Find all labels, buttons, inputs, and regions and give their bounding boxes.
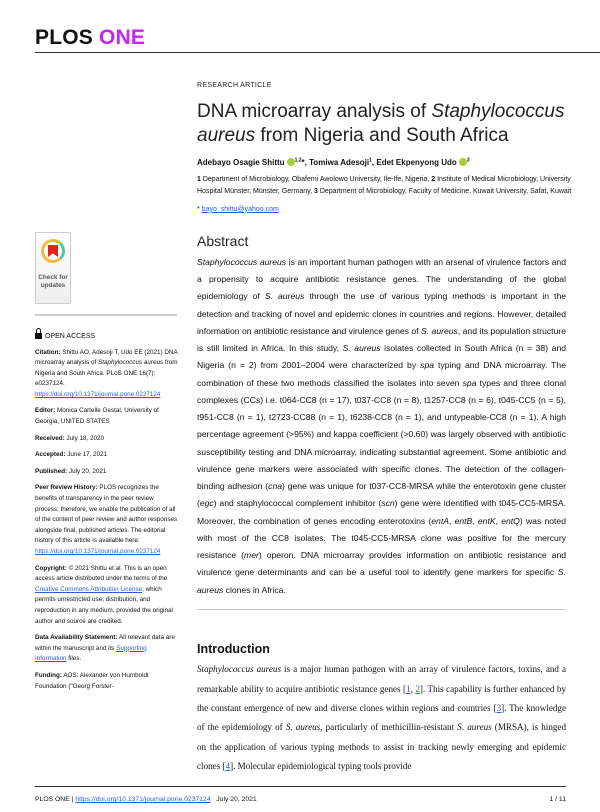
inline-link[interactable]: 3 xyxy=(496,702,502,713)
inline-link[interactable]: 1 xyxy=(406,683,411,694)
text-segment: Funding: xyxy=(35,671,62,679)
text-segment: isolates collected in South Africa (n = 38) and Nigeria (n = 2) from 2001–2004 were characterized by xyxy=(197,343,567,371)
citation xyxy=(35,348,178,401)
text-segment: Received: xyxy=(35,434,65,442)
text-segment: Published: xyxy=(35,467,68,475)
text-segment: Department of Microbiology, Faculty of Medicine, Kuwait University, Safat, Kuwait xyxy=(317,188,572,196)
text-segment: spa xyxy=(462,377,477,388)
text-segment: Citation: xyxy=(35,348,61,356)
text-segment: egc xyxy=(199,498,214,509)
text-segment: 1 xyxy=(197,176,201,183)
page-number: 1 / 11 xyxy=(549,796,566,804)
text-segment: July 20, 2021 xyxy=(67,467,107,475)
author-affiliation-marker: 1 xyxy=(369,157,372,164)
text-segment: © 2021 Shittu et al. This is an open access article distributed under the terms of the xyxy=(35,564,168,583)
text-segment: types and three clonal complexes (CCs) i.e. t064-CC8 (n = 17), t037-CC8 (n = 8), t1257-CC8 (n = 6), t045-CC5 (n = 5), t951-CC8 (n = 1), t2723-CC88 (n = 1), t6238-CC8 (n = 1), and untypeable-CC8 (n = 1). A high percentage agreement (>95%) and kappa coefficient (>0.60) was largely observed with antibiotic susceptibility testing and DNA microarray, indicating substantial agreement. Some antibiotic and virulence gene markers were associated with specific clones. The detection of the collagen-binding adhesion ( xyxy=(197,377,566,492)
text-segment: , xyxy=(472,515,478,526)
text-segment: clones in Africa. xyxy=(223,584,286,595)
email-link[interactable]: bayo_shittu@yahoo.com xyxy=(201,205,279,213)
editor xyxy=(35,406,178,427)
sidebar-divider xyxy=(35,314,177,316)
article-main xyxy=(197,53,572,776)
text-segment: ) and staphylococcal complement inhibitor ( xyxy=(213,498,382,509)
logo-plos: PLOS xyxy=(35,26,93,49)
introduction-heading: Introduction xyxy=(197,642,270,657)
text-segment: 3 xyxy=(313,188,318,196)
text-segment: cna xyxy=(268,481,283,492)
text-segment: DNA microarray analysis of xyxy=(197,101,432,122)
peer-review-history xyxy=(35,483,178,557)
text-segment: (MRSA), is hinged on the application of various typing methods to assist in tracking newly emerging and epidemic clones [ xyxy=(197,722,567,771)
text-segment: ]. This capability is further enhanced by the constant emergence of new and diverse clones within regions and countries [ xyxy=(197,683,566,713)
text-segment: , particularly of methicillin-resistant xyxy=(320,722,458,733)
text-segment: AOS: Alexander von Humboldt Foundation ("Georg Forster- xyxy=(35,671,149,690)
footer-doi-link[interactable]: https://doi.org/10.1371/journal.pone.0237124 xyxy=(75,796,211,804)
open-access-label: OPEN ACCESS xyxy=(45,332,96,340)
inline-link[interactable]: Creative Commons Attribution License xyxy=(35,585,143,593)
text-segment: , xyxy=(410,683,416,694)
text-segment: entB xyxy=(454,515,473,526)
abstract-body xyxy=(197,254,566,599)
author-affiliation-marker: 1,2 xyxy=(294,157,302,164)
introduction-body xyxy=(197,660,566,776)
text-segment: July 18, 2020 xyxy=(64,434,104,442)
text-segment: , which permits unrestricted use, distribution, and reproduction in any medium, provided the original author and source are credited. xyxy=(35,585,173,625)
text-segment: Editor: xyxy=(35,407,56,415)
text-segment: entK xyxy=(477,515,496,526)
text-segment: scn xyxy=(381,498,395,509)
text-segment: Staphylococcus aureus xyxy=(197,101,565,146)
text-segment: is a major human pathogen with an array of virulence factors, toxins, and a remarkable ability to acquire antibiotic resistance genes [ xyxy=(197,664,566,694)
author-affiliation-marker: 3 xyxy=(466,157,470,164)
text-segment: All relevant data are within the manuscript and its xyxy=(35,634,175,652)
corresponding-email xyxy=(197,205,566,215)
text-segment: S. aureus xyxy=(285,722,321,733)
email-marker: * xyxy=(197,205,202,213)
open-lock-icon xyxy=(35,333,42,339)
text-segment: , xyxy=(448,515,455,526)
text-segment: Staphylococcus aureus xyxy=(98,359,164,367)
text-segment: , and its population structure is still limited in Africa. In this study, xyxy=(197,325,566,354)
text-segment: Data Availability Statement: xyxy=(35,634,118,642)
author-name[interactable]: Adebayo Osagie Shittu xyxy=(197,158,285,167)
author-list xyxy=(197,157,566,168)
logo-one: ONE xyxy=(99,26,146,49)
text-segment: from Nigeria and South Africa xyxy=(255,125,509,146)
open-access xyxy=(35,332,178,342)
text-segment: S. aureus xyxy=(264,291,305,302)
text-segment: Accepted: xyxy=(35,451,66,459)
text-segment: Shittu AO, Adesoji T, Udo EE (2021) DNA microarray analysis of xyxy=(35,348,178,367)
text-segment: Peer Review History: xyxy=(35,484,98,492)
affiliations xyxy=(197,174,577,199)
article-type: RESEARCH ARTICLE xyxy=(197,82,272,89)
text-segment: 2 xyxy=(431,176,436,183)
accepted-date xyxy=(35,450,178,461)
journal-logo[interactable] xyxy=(35,26,600,50)
inline-link[interactable]: https://doi.org/10.1371/journal.pone.0237124 xyxy=(35,390,161,398)
text-segment: files. xyxy=(66,655,82,663)
text-segment: ) operon. DNA microarray provides information on antibiotic resistance and virulence gene determinants and can be a useful tool to identify gene markers for specific xyxy=(197,550,566,578)
text-segment: through the use of various typing methods is important in the detection and tracking of novel and epidemic clones in countries and regions. However, detailed information on antibiotic resistance and virulence genes of xyxy=(197,291,566,336)
text-segment: from Nigeria and South Africa. PLoS ONE 16(7): e0237124. xyxy=(35,359,178,388)
page-footer xyxy=(0,776,600,812)
abstract-divider xyxy=(197,609,566,611)
inline-link[interactable]: Supporting Information xyxy=(35,644,147,663)
check-for-updates-badge[interactable] xyxy=(35,232,71,304)
orcid-icon[interactable] xyxy=(459,158,467,166)
text-segment: , xyxy=(495,515,502,526)
article-sidebar xyxy=(35,53,178,776)
footer-line xyxy=(35,795,566,804)
corresponding-marker: * xyxy=(301,158,305,167)
text-segment: Staphylococcus aureus xyxy=(197,664,281,675)
text-segment: S. aureus xyxy=(342,343,381,354)
footer-journal: PLOS ONE xyxy=(35,796,70,804)
text-segment: Monica Cartelle Gestal, University of Georgia, UNITED STATES xyxy=(35,407,159,426)
author-name[interactable]: Tomiwa Adesoji xyxy=(309,158,370,167)
text-segment: entQ xyxy=(501,515,520,526)
text-segment: ) gene were identified with t045-CC5-MRSA. Moreover, the combination of genes encoding enterotoxins ( xyxy=(197,498,566,526)
text-segment: spa xyxy=(420,360,434,371)
text-segment: Department of Microbiology, Obafemi Awolowo University, Ile-Ife, Nigeria, xyxy=(200,176,432,183)
author-name[interactable]: Edet Ekpenyong Udo xyxy=(376,158,457,167)
text-segment: typing and DNA microarray. The combination of these two methods classified the isolates into seven xyxy=(197,360,566,388)
page-content xyxy=(0,53,600,776)
text-segment: S. aureus xyxy=(457,722,492,733)
text-segment: PLOS recognizes the benefits of transparency in the peer review process; therefore, we enable the publication of all of the content of peer review and author responses alongside final, published articles. The editorial history of this article is available here: xyxy=(35,484,178,545)
check-updates-label: Check for updates xyxy=(38,274,68,289)
text-segment: S. aureus xyxy=(197,567,566,595)
inline-link[interactable]: 4 xyxy=(225,760,231,771)
published-date xyxy=(35,467,178,478)
footer-rule xyxy=(35,786,566,787)
text-segment: entA xyxy=(431,515,449,526)
text-segment: mer xyxy=(244,550,259,561)
text-segment: S. aureus xyxy=(420,325,458,336)
author-separator: , xyxy=(304,158,310,167)
text-segment: is an important human pathogen with an arsenal of virulence factors and a propensity to acquire antibiotic resistance genes. The understanding of the global epidemiology of xyxy=(197,256,566,302)
text-segment: June 17, 2021 xyxy=(65,451,108,459)
inline-link[interactable]: https://doi.org/10.1371/journal.pone.0237124 xyxy=(35,548,161,555)
footer-date: July 20, 2021 xyxy=(216,796,257,804)
footer-separator: | xyxy=(69,796,76,804)
text-segment: ) was noted with most of the CC8 isolates. The t045-CC5-MRSA clone was positive for the mercury resistance ( xyxy=(197,515,566,561)
copyright xyxy=(35,564,178,628)
author-separator: , xyxy=(371,158,377,167)
abstract-heading: Abstract xyxy=(197,232,249,249)
received-date xyxy=(35,434,178,445)
page-header xyxy=(0,0,600,53)
text-segment: ]. The knowledge of the epidemiology of xyxy=(197,702,566,733)
text-segment: ) gene was unique for t037-CC8-MRSA while the enterotoxin gene cluster ( xyxy=(197,481,566,509)
data-availability xyxy=(35,633,178,665)
inline-link[interactable]: 2 xyxy=(415,683,420,694)
orcid-icon[interactable] xyxy=(287,158,295,166)
article-title xyxy=(197,100,587,148)
text-segment: Institute of Medical Microbiology, University Hospital Münster, Münster, Germany, xyxy=(197,176,571,196)
text-segment: ]. Molecular epidemiological typing tools provide xyxy=(230,760,412,771)
text-segment: Staphylococcus aureus xyxy=(197,256,287,267)
text-segment: Copyright: xyxy=(35,564,67,572)
funding xyxy=(35,671,178,692)
